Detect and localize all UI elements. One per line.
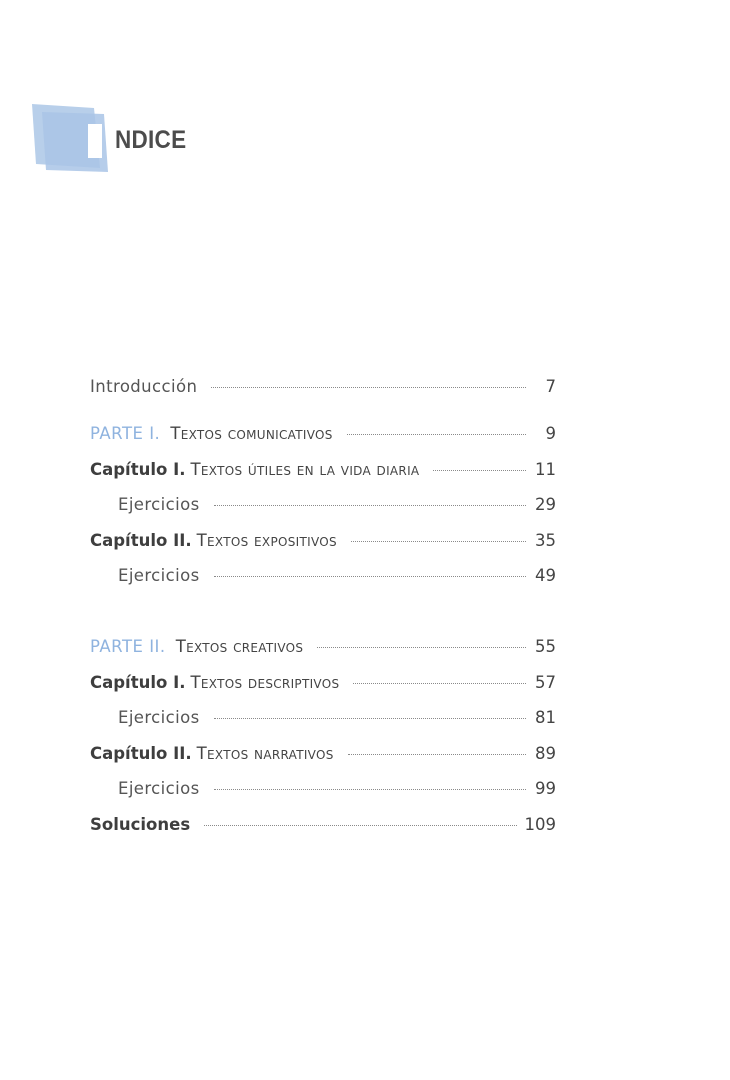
index-title: NDICE (115, 126, 187, 154)
chapter-title: Textos narrativos (196, 744, 334, 763)
dot-leader (351, 541, 526, 542)
toc-page-number: 81 (535, 708, 556, 727)
toc-entry-label: Introducción (90, 377, 198, 396)
chapter-title: Textos útiles en la vida diaria (190, 460, 420, 479)
chapter-title: Textos descriptivos (190, 673, 340, 692)
toc-entry-ejercicios[interactable] (118, 495, 556, 525)
part-label: PARTE II. (90, 637, 166, 656)
toc-entry-capitulo-1[interactable] (90, 460, 556, 490)
part-title: Textos creativos (175, 637, 304, 656)
chapter-label: Capítulo II. (90, 531, 192, 550)
toc-page-number: 55 (535, 637, 556, 656)
chapter-label: Capítulo I. (90, 460, 186, 479)
toc-page-number: 35 (535, 531, 556, 550)
chapter-title: Textos expositivos (196, 531, 337, 550)
toc-page-number: 57 (535, 673, 556, 692)
dot-leader (348, 754, 526, 755)
toc-entry-ejercicios[interactable] (118, 708, 556, 738)
toc-page-number: 99 (535, 779, 556, 798)
toc-entry-label: Ejercicios (118, 779, 200, 798)
toc-entry-capitulo-2[interactable] (90, 531, 556, 561)
chapter-label: Capítulo II. (90, 744, 192, 763)
dot-leader (347, 434, 526, 435)
dot-leader (204, 825, 516, 826)
toc-page-number: 9 (545, 424, 556, 443)
toc-page-number: 109 (524, 815, 556, 834)
dot-leader (214, 576, 526, 577)
chapter-label: Capítulo I. (90, 673, 186, 692)
dot-leader (214, 505, 526, 506)
toc-entry-soluciones[interactable] (90, 815, 556, 845)
toc-page-number: 11 (535, 460, 556, 479)
toc-page-number: 49 (535, 566, 556, 585)
toc-page-number: 7 (545, 377, 556, 396)
index-emblem-graphic (28, 102, 118, 174)
part-title: Textos comunicativos (170, 424, 333, 443)
dot-leader (317, 647, 526, 648)
dot-leader (214, 789, 526, 790)
toc-entry-label: Ejercicios (118, 708, 200, 727)
toc-entry-introduccion[interactable] (90, 377, 556, 407)
dot-leader (353, 683, 526, 684)
toc-entry-label: Ejercicios (118, 566, 200, 585)
dot-leader (433, 470, 526, 471)
toc-entry-label: Soluciones (90, 815, 191, 834)
dot-leader (214, 718, 526, 719)
toc-entry-capitulo-1[interactable] (90, 673, 556, 703)
toc-page-number: 89 (535, 744, 556, 763)
toc-entry-ejercicios[interactable] (118, 566, 556, 596)
toc-page-number: 29 (535, 495, 556, 514)
toc-entry-capitulo-2[interactable] (90, 744, 556, 774)
toc-entry-parte-2[interactable] (90, 637, 556, 667)
toc-entry-ejercicios[interactable] (118, 779, 556, 809)
toc-entry-label: Ejercicios (118, 495, 200, 514)
index-heading (28, 102, 198, 174)
dot-leader (211, 387, 526, 388)
toc-entry-parte-1[interactable] (90, 424, 556, 454)
part-label: PARTE I. (90, 424, 161, 443)
